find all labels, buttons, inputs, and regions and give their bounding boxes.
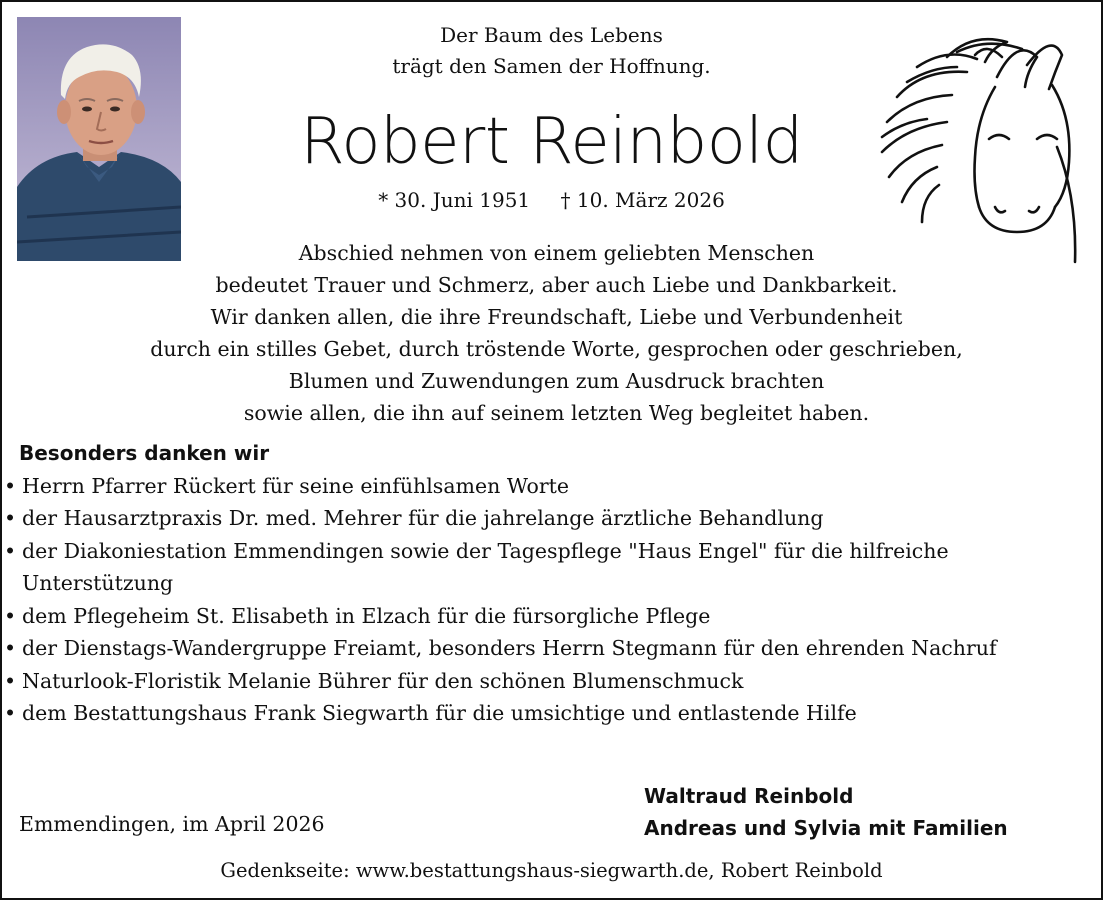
- life-dates: [2, 186, 1101, 214]
- message-line: bedeutet Trauer und Schmerz, aber auch Liebe und Dankbarkeit.: [215, 273, 898, 297]
- thanks-section: [19, 437, 1089, 730]
- thanks-title: Besonders danken wir: [19, 441, 270, 465]
- message-line: durch ein stilles Gebet, durch tröstende Worte, gesprochen oder geschrieben,: [150, 337, 963, 361]
- message-line: Abschied nehmen von einem geliebten Menschen: [298, 241, 815, 265]
- list-item: • der Dienstags-Wandergruppe Freiamt, besonders Herrn Stegmann für den ehrenden Nachruf: [4, 632, 1089, 665]
- motto-line-1: Der Baum des Lebens: [440, 23, 663, 47]
- motto-line-2: trägt den Samen der Hoffnung.: [392, 54, 711, 78]
- place-date: Emmendingen, im April 2026: [19, 812, 325, 836]
- list-item: • der Hausarztpraxis Dr. med. Mehrer für die jahrelange ärztliche Behandlung: [4, 502, 1089, 535]
- deceased-name: Robert Reinbold: [300, 105, 803, 179]
- signer-line-2: Andreas und Sylvia mit Familien: [644, 816, 1008, 840]
- list-item: • Herrn Pfarrer Rückert für seine einfühlsamen Worte: [4, 470, 1089, 503]
- motto: [2, 20, 1101, 82]
- list-item: • der Diakoniestation Emmendingen sowie der Tagespflege "Haus Engel" für die hilfreiche Unterstützung: [4, 535, 1089, 600]
- list-item: • dem Bestattungshaus Frank Siegwarth für die umsichtige und entlastende Hilfe: [4, 697, 1089, 730]
- message-line: Wir danken allen, die ihre Freundschaft, Liebe und Verbundenheit: [210, 305, 903, 329]
- birth-date: * 30. Juni 1951: [378, 188, 531, 212]
- death-date: † 10. März 2026: [560, 188, 725, 212]
- signers: [644, 780, 1008, 844]
- message-line: Blumen und Zuwendungen zum Ausdruck brachten: [288, 369, 825, 393]
- list-item: • Naturlook-Floristik Melanie Bührer für den schönen Blumenschmuck: [4, 665, 1089, 698]
- message-text: [7, 237, 1103, 429]
- signer-line-1: Waltraud Reinbold: [644, 784, 854, 808]
- list-item: • dem Pflegeheim St. Elisabeth in Elzach für die fürsorgliche Pflege: [4, 600, 1089, 633]
- thanks-list: [19, 470, 1089, 730]
- memorial-page-link: Gedenkseite: www.bestattungshaus-siegwarth.de, Robert Reinbold: [220, 859, 883, 882]
- message-line: sowie allen, die ihn auf seinem letzten Weg begleitet haben.: [243, 401, 870, 425]
